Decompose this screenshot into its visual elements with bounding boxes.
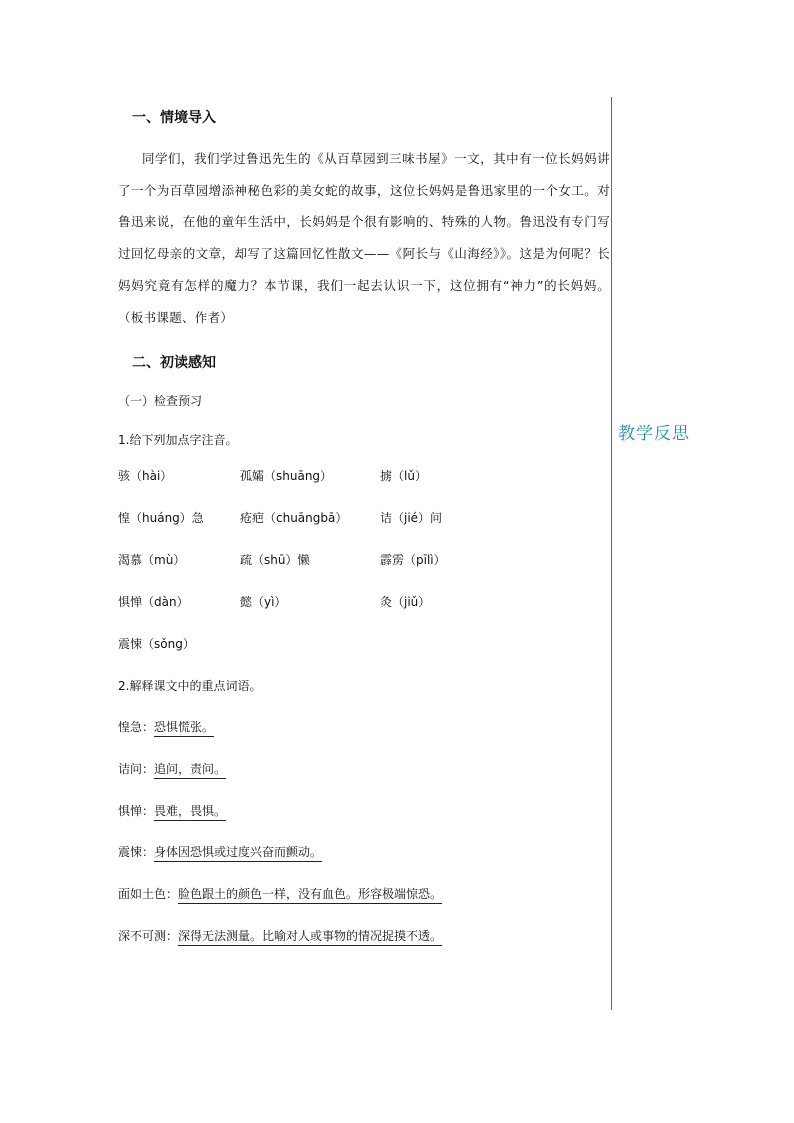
pinyin-row [118, 497, 610, 539]
column-divider [611, 97, 612, 1010]
task-pinyin: 1.给下列加点字注音。 [118, 433, 238, 448]
term-word: 惧惮： [118, 803, 155, 818]
pinyin-item: 灸（jiǔ） [380, 595, 431, 610]
vocabulary-list [118, 707, 610, 957]
term-definition: 追问，责问。 [154, 762, 226, 779]
vocabulary-item [118, 791, 610, 833]
vocabulary-item [118, 749, 610, 791]
pinyin-item: 震悚（sǒng） [118, 637, 195, 652]
pinyin-row [118, 623, 610, 665]
section-heading-intro: 一、情境导入 [132, 110, 216, 126]
pinyin-item: 疮疤（chuāngbā） [240, 511, 348, 526]
term-definition: 畏难，畏惧。 [154, 804, 226, 821]
pinyin-item: 孤孀（shuāng） [240, 469, 333, 484]
vocabulary-item [118, 916, 610, 958]
vocabulary-item [118, 874, 610, 916]
pinyin-row [118, 539, 610, 581]
pinyin-item: 诘（jié）问 [380, 511, 443, 526]
pinyin-list [118, 455, 610, 665]
pinyin-item: 懿（yì） [240, 595, 287, 610]
teaching-reflection-title: 教学反思 [618, 424, 690, 444]
pinyin-row [118, 581, 610, 623]
vocabulary-item [118, 832, 610, 874]
pinyin-item: 惧惮（dàn） [118, 595, 189, 610]
term-definition: 身体因恐惧或过度兴奋而颤动。 [154, 845, 322, 862]
lesson-content [118, 98, 610, 957]
term-definition: 深得无法测量。比喻对人或事物的情况捉摸不透。 [178, 929, 442, 946]
term-word: 面如土色： [118, 886, 179, 901]
task-vocabulary: 2.解释课文中的重点词语。 [118, 679, 262, 694]
term-definition: 脸色跟土的颜色一样，没有血色。形容极端惊恐。 [178, 887, 442, 904]
pinyin-item: 骇（hài） [118, 469, 173, 484]
term-word: 震悚： [118, 845, 155, 860]
pinyin-item: 掳（lǔ） [380, 469, 427, 484]
intro-paragraph: 同学们，我们学过鲁迅先生的《从百草园到三味书屋》一文，其中有一位长妈妈讲了一个为百草园增添神秘色彩的美女蛇的故事，这位长妈妈是鲁迅家里的一个女工。对鲁迅来说，在他的童年生活中，长妈妈是个很有影响的、特殊的人物。鲁迅没有专门写过回忆母亲的文章，却写了这篇回忆性散文——《阿长与《山海经》》。这是为何呢？长妈妈究竟有怎样的魔力？本节课，我们一起去认识一下，这位拥有“神力”的长妈妈。（板书课题、作者） [118, 151, 610, 325]
pinyin-item: 惶（huáng）急 [118, 511, 204, 526]
section-heading-reading: 二、初读感知 [132, 355, 216, 372]
subheading-preview-check: （一）检查预习 [118, 394, 203, 409]
pinyin-item: 疏（shū）懒 [240, 553, 310, 568]
vocabulary-item [118, 707, 610, 749]
term-word: 惶急： [118, 720, 155, 735]
term-word: 诘问： [118, 761, 155, 776]
term-definition: 恐惧慌张。 [154, 720, 214, 737]
pinyin-item: 渴慕（mù） [118, 553, 186, 568]
pinyin-row [118, 455, 610, 497]
term-word: 深不可测： [118, 928, 179, 943]
pinyin-item: 霹雳（pīlì） [380, 553, 446, 568]
